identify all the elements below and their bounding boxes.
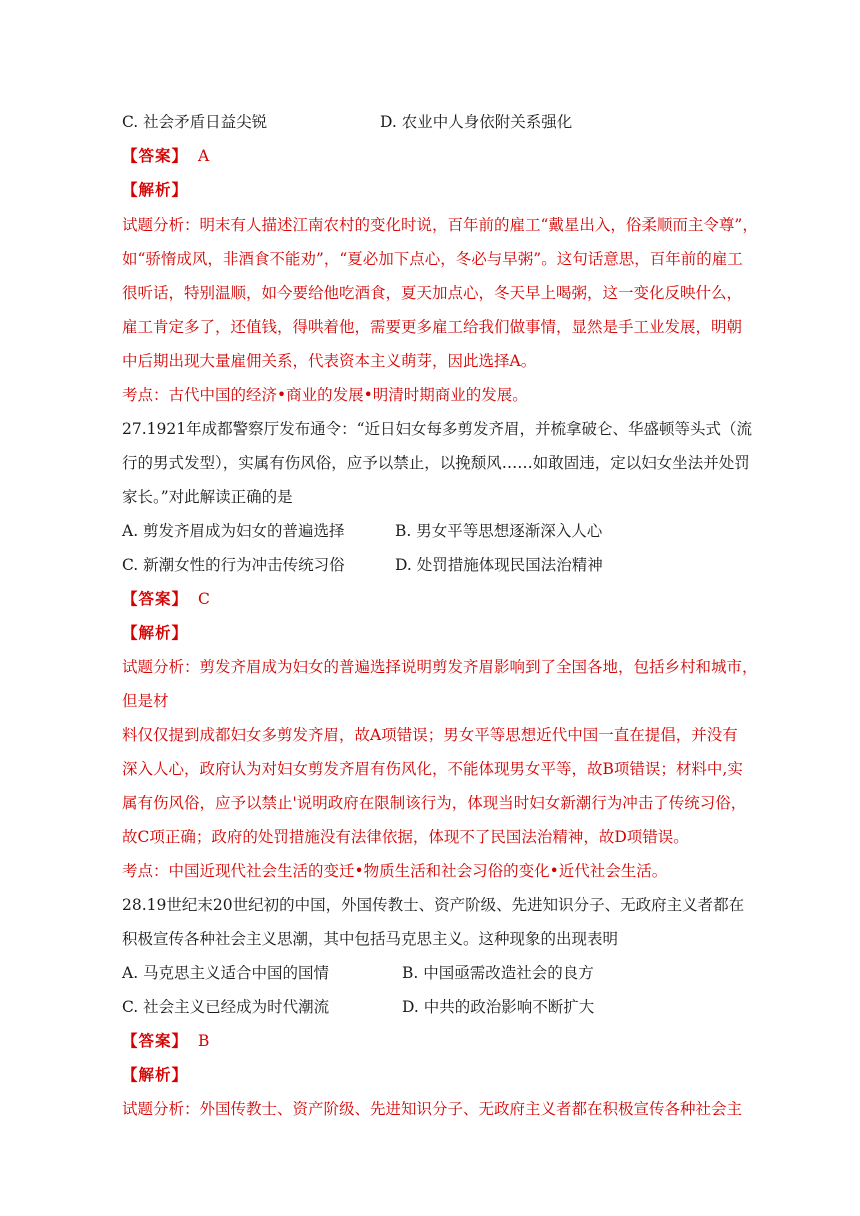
option-d: D. 处罚措施体现民国法治精神 [395,556,603,574]
answer-value: C [198,590,210,608]
analysis-label-text: 【解析】 [122,1065,189,1084]
option-c: C. 社会主义已经成为时代潮流 [122,998,330,1016]
answer-value: A [198,147,210,165]
answer-label: 【答案】 [122,1031,189,1050]
analysis-line: 试题分析：明末有人描述江南农村的变化时说，百年前的雇工“戴星出入，俗柔顺而主令尊”， [122,216,758,234]
answer-label: 【答案】 [122,146,189,165]
option-row [122,997,740,1017]
option-b: B. 男女平等思想逐渐深入人心 [395,522,603,540]
analysis-line: 料仅仅提到成都妇女多剪发齐眉，故A项错误；男女平等思想近代中国一直在提倡，并没有 [122,726,738,744]
question-stem-line: 28.19世纪末20世纪初的中国，外国传教士、资产阶级、先进知识分子、无政府主义者都在 [122,896,745,914]
option-row [122,555,740,575]
analysis-label [122,623,740,643]
answer-line [122,1031,740,1051]
option-a: A. 马克思主义适合中国的国情 [122,964,330,982]
option-a: A. 剪发齐眉成为妇女的普遍选择 [122,522,345,540]
analysis-line: 故C项正确；政府的处罚措施没有法律依据，体现不了民国法治精神，故D项错误。 [122,828,689,846]
analysis-label-text: 【解析】 [122,180,189,199]
analysis-label [122,180,740,200]
answer-value: B [198,1032,210,1050]
answer-line [122,146,740,166]
kaodian-line: 考点：古代中国的经济•商业的发展•明清时期商业的发展。 [122,386,528,404]
answer-label: 【答案】 [122,589,189,608]
question-stem-line: 积极宣传各种社会主义思潮，其中包括马克思主义。这种现象的出现表明 [122,930,619,948]
question-stem-line: 27.1921年成都警察厅发布通令：“近日妇女每多剪发齐眉，并梳拿破仑、华盛顿等头式（流 [122,420,753,438]
option-row [122,112,740,132]
analysis-line: 雇工肯定多了，还值钱，得哄着他，需要更多雇工给我们做事情，显然是手工业发展，明朝 [122,318,743,336]
option-c: C. 新潮女性的行为冲击传统习俗 [122,556,345,574]
analysis-line: 中后期出现大量雇佣关系，代表资本主义萌芽，因此选择A。 [122,352,537,370]
option-d: D. 农业中人身依附关系强化 [380,113,573,131]
option-b: B. 中国亟需改造社会的良方 [402,964,594,982]
analysis-line: 很听话，特别温顺，如今要给他吃酒食，夏天加点心，冬天早上喝粥，这一变化反映什么， [122,284,743,302]
analysis-line: 试题分析：外国传教士、资产阶级、先进知识分子、无政府主义者都在积极宣传各种社会主 [122,1100,743,1118]
analysis-line: 如“骄惰成风，非酒食不能劝”，“夏必加下点心，冬必与早粥”。这句话意思，百年前的雇工 [122,250,743,268]
analysis-label-text: 【解析】 [122,623,189,642]
analysis-line: 深入人心，政府认为对妇女剪发齐眉有伤风化，不能体现男女平等，故B项错误；材料中,实 [122,760,743,778]
analysis-line: 但是材 [122,692,169,710]
option-row [122,963,740,983]
kaodian-line: 考点：中国近现代社会生活的变迁•物质生活和社会习俗的变化•近代社会生活。 [122,862,668,880]
analysis-line: 试题分析：剪发齐眉成为妇女的普遍选择说明剪发齐眉影响到了全国各地，包括乡村和城市， [122,658,758,676]
analysis-line: 属有伤风俗，应予以禁止'说明政府在限制该行为，体现当时妇女新潮行为冲击了传统习俗， [122,794,747,812]
answer-line [122,589,740,609]
option-c: C. 社会矛盾日益尖锐 [122,113,268,131]
option-d: D. 中共的政治影响不断扩大 [402,998,595,1016]
option-row [122,521,740,541]
question-stem-line: 行的男式发型），实属有伤风俗，应予以禁止，以挽颓风……如敢固违，定以妇女坐法并处罚 [122,454,750,472]
analysis-label [122,1065,740,1085]
question-stem-line: 家长。”对此解读正确的是 [122,488,293,506]
